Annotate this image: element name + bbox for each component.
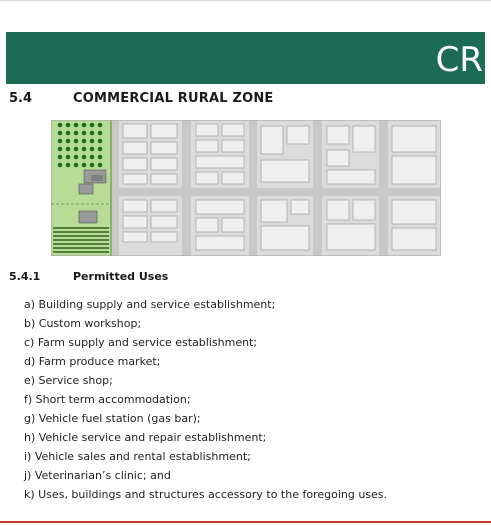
zone-map-figure (51, 120, 441, 256)
list-item: k) Uses, buildings and structures accessory to the foregoing uses. (24, 488, 388, 501)
section-title: COMMERCIAL RURAL ZONE (73, 91, 274, 106)
subsection-number: 5.4.1 (9, 270, 41, 283)
zone-banner (6, 32, 485, 84)
zone-code: CR (435, 40, 483, 80)
bottom-rule (0, 521, 491, 523)
list-item: h) Vehicle service and repair establishment; (24, 431, 267, 444)
list-item: j) Veterinarian’s clinic; and (24, 469, 171, 482)
subsection-title: Permitted Uses (73, 270, 169, 283)
crop-field (53, 228, 109, 252)
list-item: i) Vehicle sales and rental establishment; (24, 450, 251, 463)
list-item: f) Short term accommodation; (24, 393, 191, 406)
list-item: c) Farm supply and service establishment; (24, 336, 258, 349)
section-number: 5.4 (9, 91, 33, 106)
list-item: e) Service shop; (24, 374, 113, 387)
top-rule (0, 0, 491, 1)
list-item: a) Building supply and service establishment; (24, 298, 276, 311)
list-item: g) Vehicle fuel station (gas bar); (24, 412, 201, 425)
parcel-building (79, 211, 97, 223)
parcel-building (79, 184, 93, 194)
list-item: d) Farm produce market; (24, 355, 161, 368)
permitted-uses-list (24, 297, 387, 506)
list-item: b) Custom workshop; (24, 317, 142, 330)
